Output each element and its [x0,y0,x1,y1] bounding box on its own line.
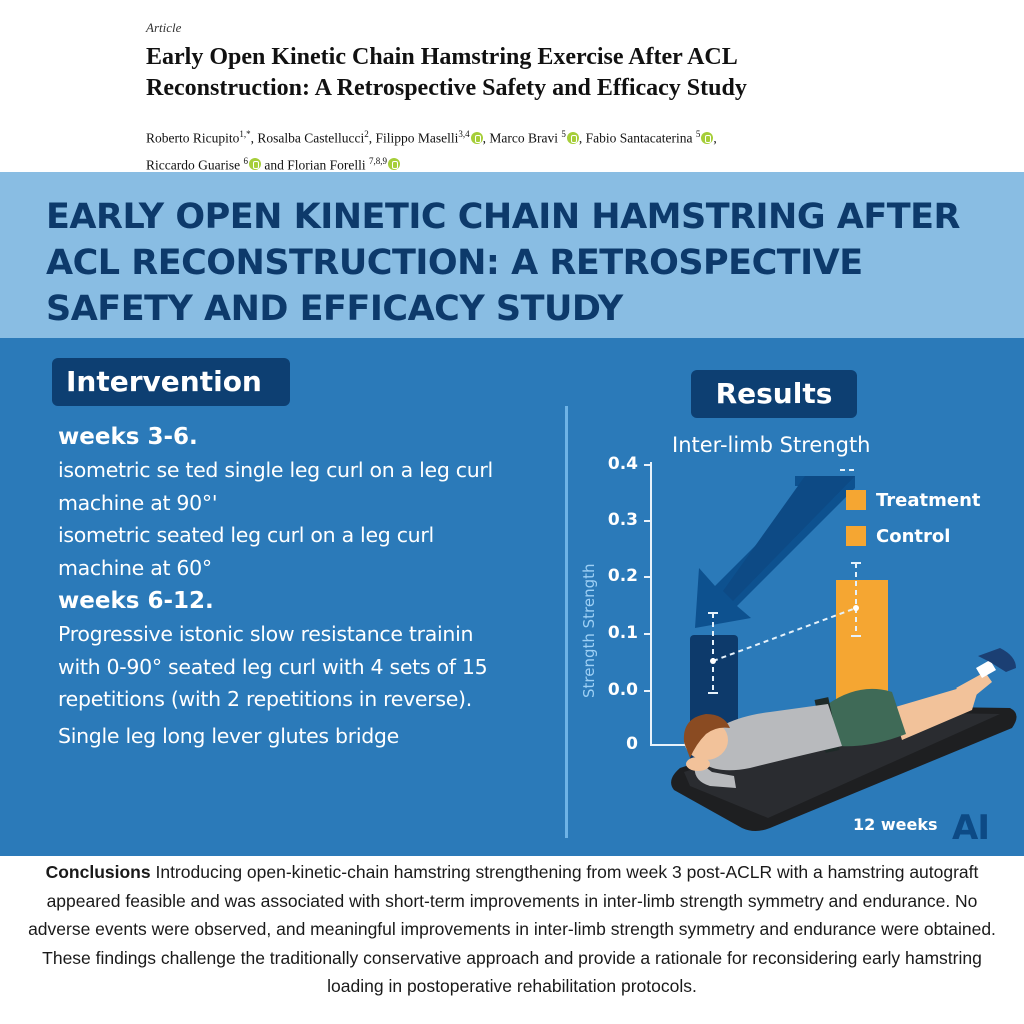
phase-line: with 0-90° seated leg curl with 4 sets of 15 [58,654,488,679]
y-tick-label: 0.4 [607,454,638,474]
legend-item-control [846,518,981,554]
phase-line: Single leg long lever glutes bridge [58,723,399,748]
article-label: Article [146,20,182,35]
author-affiliation: 5 [561,129,566,139]
author-name: , Marco Bravi [482,130,558,146]
column-divider [565,406,568,838]
author-affiliation: 3,4 [458,129,470,139]
author-affiliation: 6 [243,155,248,166]
y-tick-label: 0.3 [607,510,638,530]
author-name: , Rosalba Castellucci [250,130,365,146]
phase-line: Progressive istonic slow resistance trainin [58,622,474,646]
phase-line: repetitions (with 2 repetitions in reverse). [58,687,472,711]
results-heading: Results [691,370,857,418]
orcid-icon[interactable] [249,158,261,170]
phase-line: isometric se ted single leg curl on a leg curl [58,458,493,482]
author-name: Roberto Ricupito [146,130,240,146]
paper-header [0,0,1024,172]
phase-line: isometric seated leg curl on a leg curl [58,523,434,547]
conclusions-label: Conclusions [45,862,151,882]
author-affiliation: 5 [695,129,701,139]
y-tick [644,690,651,692]
phase-line: machine at 90°' [58,490,218,515]
conclusions-body: Introducing open-kinetic-chain hamstring strengthening from week 3 post-ACLR with a hamstring autograft appeared feasible and was associated with short-term improvements in inter-limb strength symmetry and endurance. No adverse events were observed, and meaningful improvements in inter-limb strength symmetry and endurance were obtained. These findings challenge the traditionally conservative approach and provide a rationale for reconsidering early hamstring loading in postoperative rehabilitation protocols. [28,862,996,996]
author-name: and Florian Forelli [260,157,366,172]
author-affiliation: 1,* [239,129,251,139]
author-affiliation: 2 [364,129,369,139]
weeks-label: 12 weeks [853,815,938,834]
main-panel [0,338,1024,856]
author-name: , Filippo Maselli [368,130,459,146]
y-tick [644,464,651,466]
chart-title: Inter-limb Strength [672,433,871,457]
y-tick-label: 0.0 [607,680,638,700]
author-list [146,123,906,176]
orcid-icon[interactable] [701,132,713,144]
author-name: Riccardo Guarise [146,157,241,172]
author-affiliation: 7,8,9 [368,155,387,166]
y-axis-label: Strength Strength [580,563,598,698]
conclusions-text [22,858,1002,1001]
intervention-content [58,420,563,752]
y-tick [644,520,651,522]
chart-legend [846,482,981,554]
y-axis [650,462,652,746]
legend-swatch [846,490,866,510]
y-tick-label: 0.1 [607,623,638,643]
legend-label: Control [876,525,951,547]
legend-label: Treatment [876,489,981,511]
title-banner [0,172,1024,338]
legend-swatch [846,526,866,546]
phase-line: machine at 60° [58,555,212,580]
banner-title: EARLY OPEN KINETIC CHAIN HAMSTRING AFTER ACL RECONSTRUCTION: A RETROSPECTIVE SAFETY AND EFFICACY STUDY [46,197,960,329]
author-name: , Fabio Santacaterina [578,130,693,146]
intervention-heading: Intervention [52,358,290,406]
orcid-icon[interactable] [567,132,579,144]
y-tick-label: 0 [626,734,638,754]
paper-title: Early Open Kinetic Chain Hamstring Exercise After ACL Reconstruction: A Retrospective Safety and Efficacy Study [146,44,747,101]
orcid-icon[interactable] [471,132,483,144]
y-tick-label: 0.2 [607,566,638,586]
orcid-icon[interactable] [388,158,400,170]
y-tick [644,576,651,578]
legend-item-treatment [846,482,981,518]
ai-watermark: AI [952,808,989,848]
phase-title: weeks 6-12. [58,588,214,614]
phase-title: weeks 3-6. [58,424,198,450]
y-tick [644,633,651,635]
separator: , [713,130,717,146]
